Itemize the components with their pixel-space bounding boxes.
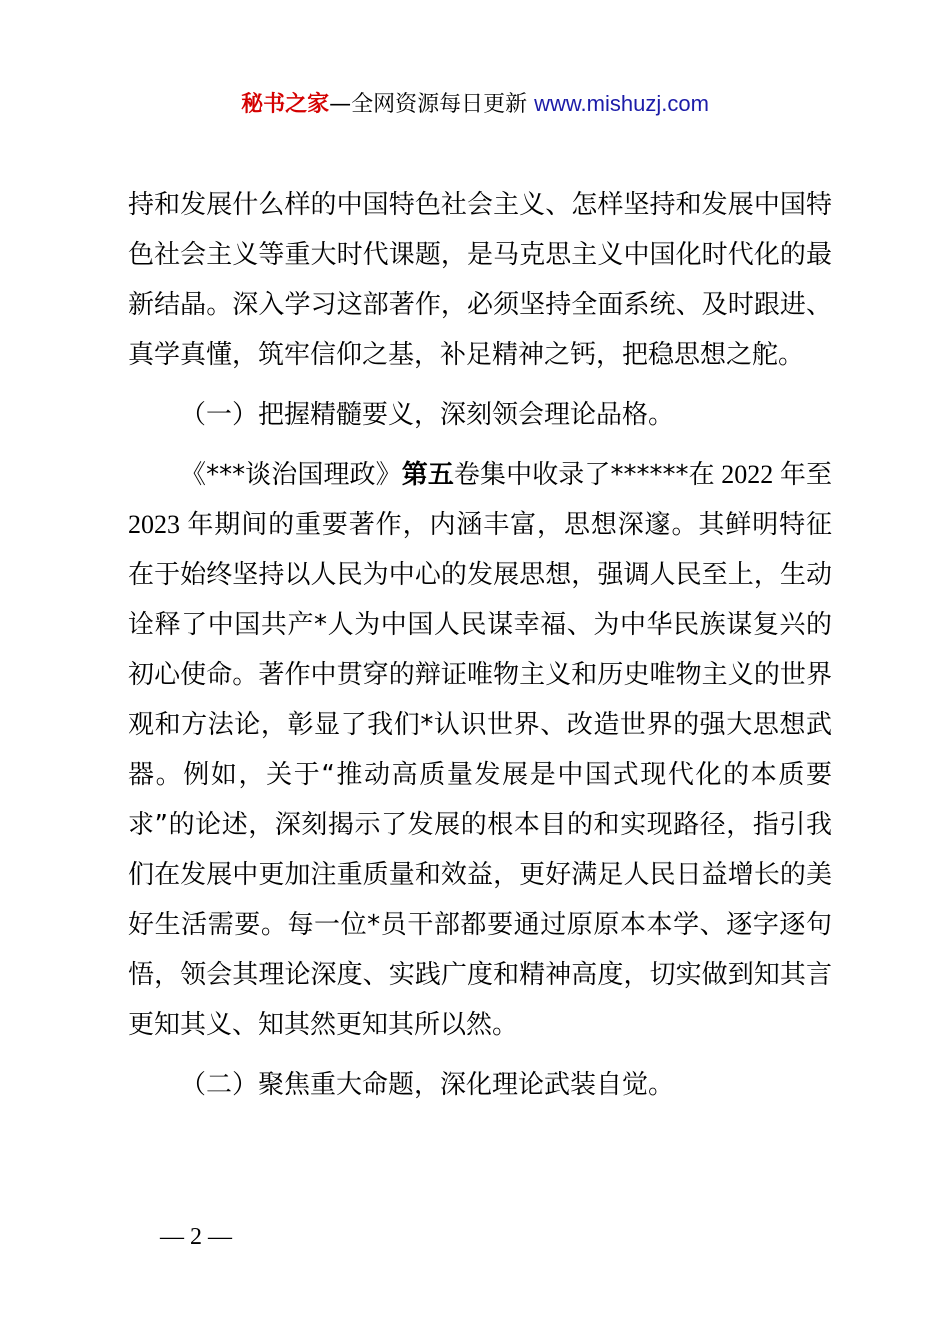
paragraph-2-text-b: 卷集中收录了******在	[453, 460, 715, 490]
paragraph-2-year-end: 2023	[128, 510, 188, 539]
paragraph-2-text-a: 《***谈治国理政》	[180, 460, 402, 490]
section-heading-1: （一）把握精髓要义，深刻领会理论品格。	[180, 400, 675, 430]
section-heading-2: （二）聚焦重大命题，深化理论武装自觉。	[180, 1070, 675, 1100]
site-url-link[interactable]: www.mishuzj.com	[534, 91, 709, 116]
document-body	[128, 180, 832, 1110]
body-paragraph-2	[128, 450, 832, 1050]
body-paragraph-1: 持和发展什么样的中国特色社会主义、怎样坚持和发展中国特色社会主义等重大时代课题，是马克思主义中国化时代化的最新结晶。深入学习这部著作，必须坚持全面系统、及时跟进、真学真懂，筑牢信仰之基，补足精神之钙，把稳思想之舵。	[128, 190, 832, 370]
paragraph-2-bold-text: 第五	[401, 460, 454, 490]
paragraph-2-text-c: 年至	[779, 460, 832, 490]
header-tagline: —全网资源每日更新	[329, 92, 535, 117]
site-header	[0, 88, 950, 121]
brand-name: 秘书之家	[241, 92, 330, 117]
page-number: — 2 —	[160, 1224, 232, 1250]
paragraph-2-text-d: 年期间的重要著作，内涵丰富，思想深邃。其鲜明特征在于始终坚持以人民为中心的发展思想，强调人民至上，生动诠释了中国共产*人为中国人民谋幸福、为中华民族谋复兴的初心使命。著作中贯穿的辩证唯物主义和历史唯物主义的世界观和方法论，彰显了我们*认识世界、改造世界的强大思想武器。例如，关于“推动高质量发展是中国式现代化的本质要求”的论述，深刻揭示了发展的根本目的和实现路径，指引我们在发展中更加注重质量和效益，更好满足人民日益增长的美好生活需要。每一位*员干部都要通过原原本本学、逐字逐句悟，领会其理论深度、实践广度和精神高度，切实做到知其言更知其义、知其然更知其所以然。	[128, 510, 832, 1040]
paragraph-2-year-start: 2022	[714, 460, 780, 489]
